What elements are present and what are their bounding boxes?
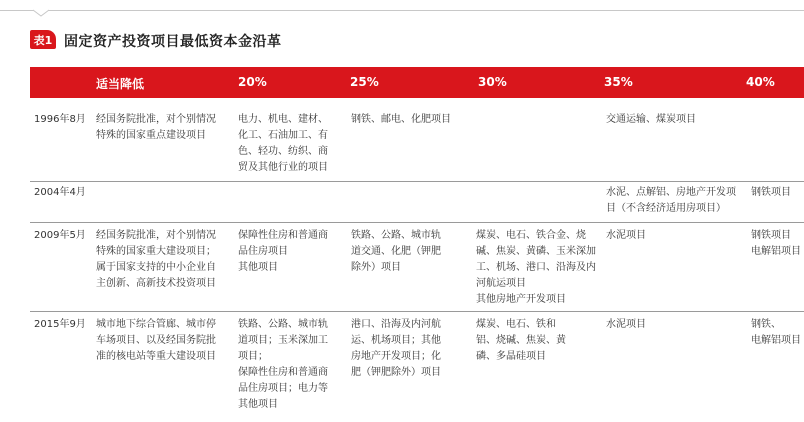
table-badge: 表1 (30, 30, 56, 49)
table-cell: 铁路、公路、城市轨 道交通、化肥（钾肥 除外）项目 (351, 230, 441, 273)
row-year: 1996年8月 (34, 114, 86, 125)
table-cell: 城市地下综合管廊、城市停 车场项目、以及经国务院批 准的核电站等重大建设项目 (96, 319, 216, 362)
table-cell: 港口、沿海及内河航 运、机场项目；其他 房地产开发项目；化 肥（钾肥除外）项目 (351, 319, 441, 378)
table-cell: 经国务院批准，对个别情况 特殊的国家重大建设项目； 属于国家支持的中小企业自 主创新、高新技术投资项目 (96, 230, 216, 289)
table-title: 固定资产投资项目最低资本金沿革 (64, 34, 282, 50)
table-header (30, 67, 804, 98)
table-cell: 电力、机电、建材、 化工、石油加工、有 色、轻功、纺织、商 贸及其他行业的项目 (238, 114, 328, 173)
header-col-40: 40% (746, 75, 775, 89)
row-divider (30, 181, 804, 182)
notch-marker-icon (33, 4, 49, 16)
table-cell: 保障性住房和普通商 品住房项目 其他项目 (238, 230, 328, 273)
table-cell: 煤炭、电石、铁合金、烧 碱、焦炭、黄磷、玉米深加 工、机场、港口、沿海及内 河航运项目 其他房地产开发项目 (476, 230, 596, 305)
top-divider (0, 10, 804, 11)
row-year: 2009年5月 (34, 230, 86, 241)
table-cell: 钢铁、 电解铝项目 (751, 319, 801, 346)
row-divider (30, 222, 804, 223)
table-cell: 煤炭、电石、铁和 铝、烧碱、焦炭、黄 磷、多晶硅项目 (476, 319, 566, 362)
table-cell: 钢铁项目 (751, 187, 791, 198)
table-cell: 铁路、公路、城市轨 道项目；玉米深加工 项目； 保障性住房和普通商 品住房项目；电力等 其他项目 (238, 319, 328, 410)
table-cell: 水泥项目 (606, 230, 646, 241)
table-cell: 交通运输、煤炭项目 (606, 114, 696, 125)
header-col-reduced: 适当降低 (96, 77, 145, 91)
table-cell: 水泥项目 (606, 319, 646, 330)
row-year: 2004年4月 (34, 187, 86, 198)
header-col-20: 20% (238, 75, 267, 89)
header-col-25: 25% (350, 75, 379, 89)
table-cell: 钢铁项目 电解铝项目 (751, 230, 801, 257)
header-col-35: 35% (604, 75, 633, 89)
row-divider (30, 311, 804, 312)
table-cell: 水泥、点解铝、房地产开发项 目（不含经济适用房项目） (606, 187, 736, 214)
table-cell: 钢铁、邮电、化肥项目 (351, 114, 451, 125)
header-col-30: 30% (478, 75, 507, 89)
table-cell: 经国务院批准，对个别情况 特殊的国家重点建设项目 (96, 114, 216, 141)
row-year: 2015年9月 (34, 319, 86, 330)
